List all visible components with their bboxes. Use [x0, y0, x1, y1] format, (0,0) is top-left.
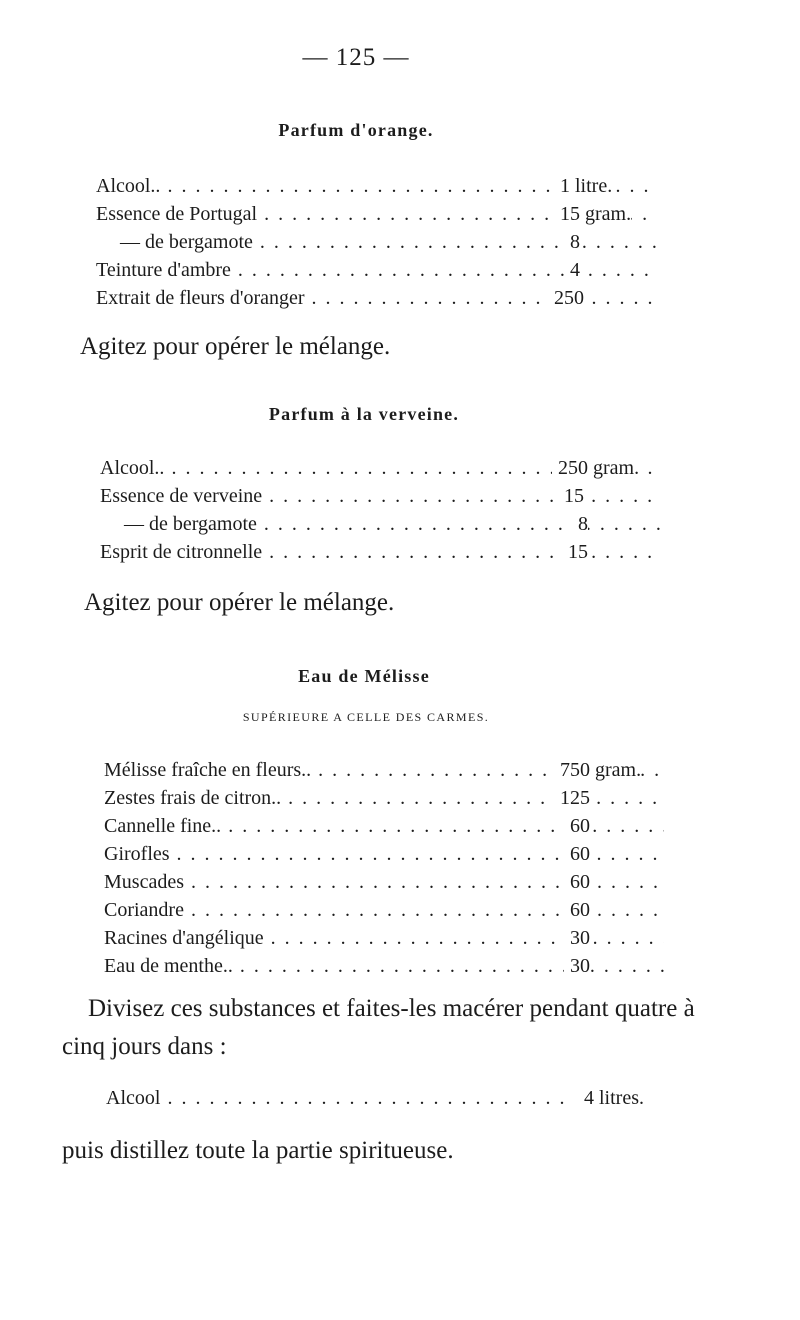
- ingredient-row: [96, 284, 656, 312]
- ingredient-name: Zestes frais de citron.. . . .: [104, 784, 664, 812]
- instruction-text: Agitez pour opérer le mélange.: [80, 333, 391, 360]
- ingredient-row: [96, 228, 656, 256]
- ingredient-name: Muscades . . .: [104, 868, 664, 896]
- ingredient-quantity: 15: [558, 482, 584, 510]
- ingredient-quantity: 125: [554, 784, 590, 812]
- ingredient-name: — de bergamote . . .: [100, 510, 660, 538]
- ingredient-name: Esprit de citronnelle . . .: [100, 538, 660, 566]
- ingredient-row: [104, 896, 664, 924]
- ingredient-quantity: 8: [564, 228, 580, 256]
- ingredient-list-melisse: [104, 756, 664, 980]
- ingredient-name: Cannelle fine.. . . .: [104, 812, 664, 840]
- ingredient-row: [96, 172, 656, 200]
- ingredient-row: [100, 538, 660, 566]
- ingredient-quantity: 250: [548, 284, 584, 312]
- ingredient-row: [104, 924, 664, 952]
- ingredient-quantity: 60: [564, 868, 590, 896]
- ingredient-quantity: 60: [564, 812, 590, 840]
- section-subtitle: SUPÉRIEURE A CELLE DES CARMES.: [242, 710, 490, 724]
- ingredient-name: Essence de verveine . . .: [100, 482, 660, 510]
- ingredient-quantity: 15 gram.: [554, 200, 631, 228]
- ingredient-name: Alcool.. . . .: [96, 172, 656, 200]
- page-number: — 125 —: [302, 44, 410, 71]
- ingredient-name: Alcool . . .: [106, 1084, 566, 1112]
- ingredient-quantity: 750 gram.: [554, 756, 641, 784]
- ingredient-name: Extrait de fleurs d'oranger . . .: [96, 284, 656, 312]
- ingredient-quantity: 250 gram.: [552, 454, 639, 482]
- ingredient-name: — de bergamote . . .: [96, 228, 656, 256]
- ingredient-row: [96, 200, 656, 228]
- closing-text: puis distillez toute la partie spiritueuse.: [62, 1137, 454, 1164]
- ingredient-quantity: 15: [562, 538, 588, 566]
- ingredient-quantity: 60: [564, 896, 590, 924]
- ingredient-row: [100, 510, 660, 538]
- ingredient-name: Teinture d'ambre . . .: [96, 256, 656, 284]
- ingredient-name: Racines d'angélique . . .: [104, 924, 664, 952]
- ingredient-row: [104, 812, 664, 840]
- instruction-text: Agitez pour opérer le mélange.: [84, 589, 395, 616]
- ingredient-list-alcool: [106, 1084, 666, 1112]
- ingredient-quantity: 30: [564, 952, 590, 980]
- ingredient-name: Coriandre . . .: [104, 896, 664, 924]
- ingredient-name: Eau de menthe.. . . .: [104, 952, 664, 980]
- ingredient-name: Essence de Portugal . . .: [96, 200, 656, 228]
- section-title-melisse: Eau de Mélisse: [298, 666, 430, 686]
- ingredient-row: [100, 482, 660, 510]
- ingredient-quantity: 4 litres.: [578, 1084, 644, 1112]
- ingredient-quantity: 8: [572, 510, 588, 538]
- ingredient-name: Girofles . . .: [104, 840, 664, 868]
- ingredient-quantity: 4: [564, 256, 580, 284]
- instruction-text: Divisez ces substances et faites-les macérer pendant quatre à cinq jours dans :: [62, 995, 695, 1060]
- ingredient-row: [104, 756, 664, 784]
- ingredient-row: [106, 1084, 666, 1112]
- section-title-orange: Parfum d'orange.: [278, 120, 434, 140]
- section-title-verveine: Parfum à la verveine.: [268, 404, 460, 424]
- ingredient-row: [104, 840, 664, 868]
- ingredient-quantity: 1 litre.: [554, 172, 612, 200]
- ingredient-list-verveine: [100, 454, 660, 566]
- ingredient-list-orange: [96, 172, 656, 312]
- ingredient-row: [96, 256, 656, 284]
- ingredient-name: Mélisse fraîche en fleurs.. . . .: [104, 756, 664, 784]
- ingredient-row: [104, 784, 664, 812]
- ingredient-quantity: 30: [564, 924, 590, 952]
- ingredient-quantity: 60: [564, 840, 590, 868]
- ingredient-name: Alcool.. . . .: [100, 454, 660, 482]
- ingredient-row: [100, 454, 660, 482]
- ingredient-row: [104, 952, 664, 980]
- ingredient-row: [104, 868, 664, 896]
